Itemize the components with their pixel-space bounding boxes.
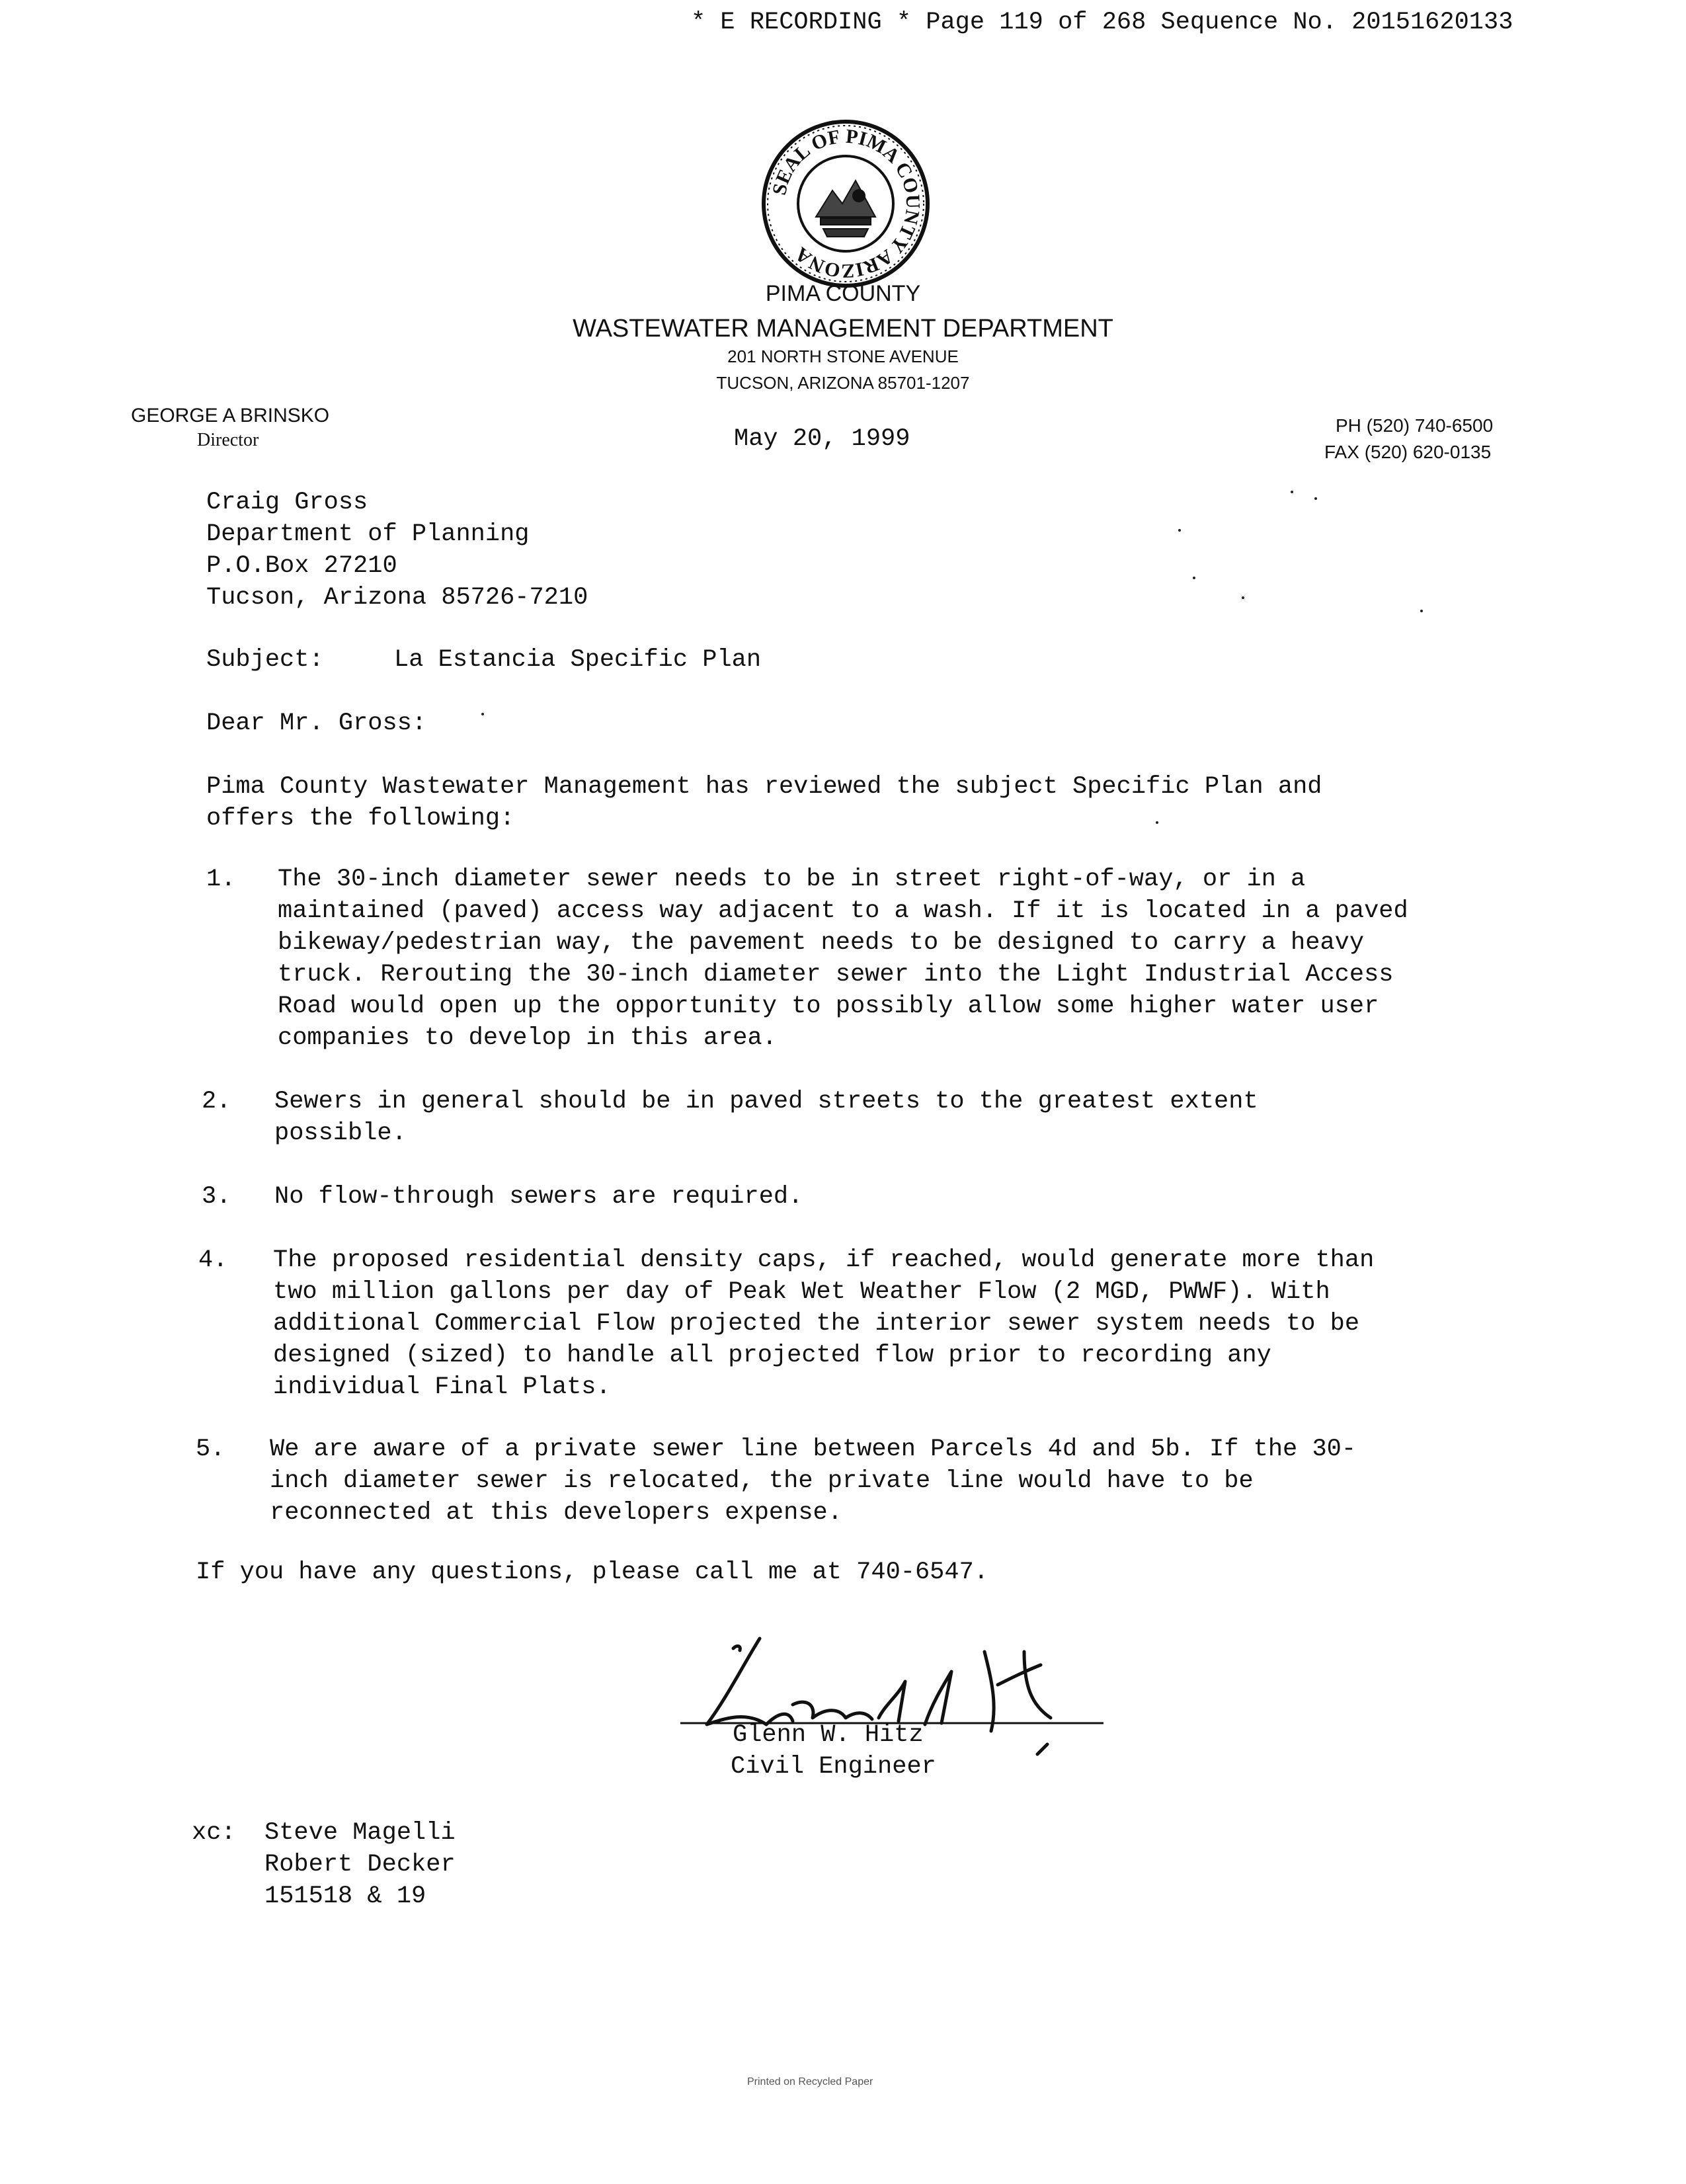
scan-speck bbox=[1420, 610, 1423, 612]
director-title: Director bbox=[197, 430, 259, 450]
letter-date: May 20, 1999 bbox=[734, 425, 910, 453]
item-text: No flow-through sewers are required. bbox=[274, 1183, 803, 1211]
cc-recipient: Steve Magelli bbox=[264, 1819, 456, 1847]
item-number: 4. bbox=[198, 1246, 228, 1274]
salutation: Dear Mr. Gross: bbox=[206, 709, 427, 737]
scan-speck bbox=[1193, 577, 1195, 579]
item-number: 3. bbox=[202, 1183, 231, 1211]
subject-label: Subject: bbox=[206, 646, 324, 674]
cc-recipient: Robert Decker bbox=[264, 1851, 456, 1879]
scan-speck bbox=[1314, 497, 1317, 500]
item-text: We are aware of a private sewer line between Parcels 4d and 5b. If the 30-inch diameter sewer is relocated, the private line would have to be reconnected at this developers expense. bbox=[270, 1436, 1357, 1527]
recording-header: * E RECORDING * Page 119 of 268 Sequence No. 20151620133 bbox=[691, 9, 1513, 36]
cc-label: xc: bbox=[192, 1819, 236, 1847]
scan-speck bbox=[1242, 596, 1244, 599]
signer-name: Glenn W. Hitz bbox=[733, 1721, 924, 1749]
county-seal-icon bbox=[747, 106, 924, 282]
subject-text: La Estancia Specific Plan bbox=[394, 646, 762, 674]
scan-speck bbox=[1178, 529, 1181, 532]
department-city-address: TUCSON, ARIZONA 85701-1207 bbox=[716, 373, 970, 393]
director-name: GEORGE A BRINSKO bbox=[131, 405, 330, 426]
item-text: The 30-inch diameter sewer needs to be in street right-of-way, or in a maintained (paved) access way adjacent to a wash. If it is located in a paved bikeway/pedestrian way, the pavement needs to be designed to carry a heavy truck. Rerouting the 30-inch diameter sewer into the Light Industrial Access Road would open up the opportunity to possibly allow some higher water user companies to develop in this area. bbox=[278, 866, 1408, 1052]
item-text: Sewers in general should be in paved streets to the greatest extent possible. bbox=[274, 1088, 1258, 1147]
signer-title: Civil Engineer bbox=[731, 1753, 936, 1781]
item-number: 1. bbox=[206, 866, 236, 893]
recipient-po-box: P.O.Box 27210 bbox=[206, 552, 397, 580]
closing-line: If you have any questions, please call me at 740-6547. bbox=[196, 1558, 988, 1586]
recipient-name: Craig Gross bbox=[206, 489, 368, 516]
item-number: 2. bbox=[202, 1088, 231, 1115]
recipient-city: Tucson, Arizona 85726-7210 bbox=[206, 584, 588, 612]
department-phone: PH (520) 740-6500 bbox=[1336, 415, 1494, 436]
item-number: 5. bbox=[196, 1436, 225, 1463]
department-fax: FAX (520) 620-0135 bbox=[1324, 442, 1492, 462]
county-name: PIMA COUNTY bbox=[765, 281, 921, 306]
department-name: WASTEWATER MANAGEMENT DEPARTMENT bbox=[573, 315, 1113, 343]
scan-speck bbox=[481, 713, 484, 715]
recipient-department: Department of Planning bbox=[206, 520, 530, 548]
scan-speck bbox=[1291, 491, 1293, 493]
department-street-address: 201 NORTH STONE AVENUE bbox=[727, 346, 959, 366]
item-text: The proposed residential density caps, if reached, would generate more than two million gallons per day of Peak Wet Weather Flow (2 MGD, PWWF). With additional Commercial Flow projected the interior sewer system needs to be designed (sized) to handle all projected flow prior to recording any individual Final Plats. bbox=[273, 1246, 1375, 1401]
seal-ring-text: SEAL OF PIMA COUNTY ARIZONA bbox=[768, 125, 924, 282]
cc-recipient: 151518 & 19 bbox=[264, 1882, 426, 1910]
recycled-paper-mark: Printed on Recycled Paper bbox=[747, 2076, 873, 2087]
intro-paragraph: Pima County Wastewater Management has reviewed the subject Specific Plan and offers the following: bbox=[206, 773, 1322, 832]
